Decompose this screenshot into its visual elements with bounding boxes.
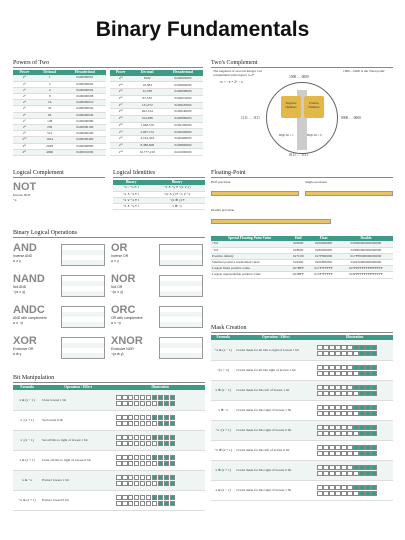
powers-table-left: Power Decimal Hexadecimal 2⁰ 1 0x00000001 2¹ 2 0x00000002 2² 4 0x00000004 2³ 8 0x00000008 2⁴ 16 0x00000010 2⁵ 32 0x00000020 2⁶ 64 0x00000040 2⁷ 128 0x00000080 2⁸ 256 0x00000100 2⁹ 512 0x00000200 2¹⁰ 1024 0x00000400 2¹¹ 2048 0x00000800 2¹² 4096 0x00001000 [13,70,106,156]
table-row: 2¹⁴ 16,384 0x00004000 [110,82,203,89]
table-row: 2⁶ 64 0x00000040 [13,112,106,118]
truth-table [159,306,203,328]
powers-table-right: Power Decimal Hexadecimal 2¹³ 8192 0x00002000 2¹⁴ 16,384 0x00004000 2¹⁵ 32,768 0x00008000 2¹⁶ 65,536 0x00010000 2¹⁷ 131,072 0x00020000 2¹⁸ 262,144 0x00040000 2¹⁹ 524,288 0x00080000 2²⁰ 1,048,576 0x00100000 2²¹ 2,097,152 0x00200000 2²² 4,194,304 0x00400000 2²³ 8,388,608 0x00800000 2²⁴ 16,777,216 0x01000000 [110,70,203,156]
table-row: 2¹³ 8192 0x00002000 [110,76,203,82]
table-row: 2⁰ 1 0x00000001 [13,75,106,81]
table-row: x ⊕ (x + 1) Create mask for bits right of lowest 0 bit [211,460,393,480]
table-row: 2²² 4,194,304 0x00400000 [110,135,203,142]
table-row: 2¹⁶ 65,536 0x00010000 [110,95,203,102]
table-row: 2²⁴ 16,777,216 0x01000000 [110,149,203,156]
table-row: +0.0 0x0000 0x00000000 0x0000000000000000 [211,241,393,247]
logical-complement-section: Logical Complement NOT Inverse NOT ¬a [13,170,105,202]
gate-and: AND Inverse AND a ∧ y [13,242,108,272]
bit-illustration [115,490,205,510]
plus-sign: + [307,112,318,132]
table-row: 2² 4 0x00000004 [13,87,106,93]
table-row: 2⁸ 256 0x00000100 [13,125,106,131]
table-row: 2¹⁹ 524,288 0x00080000 [110,115,203,122]
table-row: x | (x − 1) Set all bits to right of lowest 1 bit [13,430,205,450]
table-row: ¬x ⊕ (x + 1) Create mask for bits left of lowest 0 bit [211,440,393,460]
truth-table [61,244,105,266]
table-row: x ⊕ (x − 1) Create mask for bits left of lowest 1 bit [211,380,393,400]
table-row: 2³ 8 0x00000008 [13,94,106,100]
twos-heading: Two's Complement [211,60,393,68]
float-section: Floating-Point Half precision Single precision Double precision Special Floating Point Value Half Float Double +0.0 0x0000 0x00000000 0x0000000000000000 −0.0 0x8000 0x80000000 0x8000000000000000 Positive infinity 0x7C00 0x7F800000 0x7FF0000000000000 Smallest positive normalized value 0x0400 0x00800000 0x0010000000000000 Largest finite positive value 0x7BFF 0x7F7FFFFF 0x7FEFFFFFFFFFFFFF Largest representable positive value 0x3BFF 0x3F7FFFFF 0x3FEFFFFFFFFFFFFF [211,170,393,279]
powers-heading: Powers of Two [13,60,203,68]
table-row: 2²¹ 2,097,152 0x00200000 [110,129,203,136]
bit-illustration [115,410,205,430]
bit-illustration [316,380,393,400]
mask-section: Mask Creation Formula Operation / Effect Illustration ¬x & (x − 1) Create mask for all bits to right of lowest 1 bit ¬(x | −x) Create mask for all bits right of lowest 1 bit x ⊕ (x − 1) Create mask for bits left of lowest 1 bit x ⊕ −x Create mask for bits right of lowest 1 bit ¬x | (x + 1) Create mask for bits right of lowest 0 bit ¬x ⊕ (x + 1) Create mask for bits left of lowest 0 bit x ⊕ (x + 1) Create mask for bits right of lowest 0 bit x & (x − 1) Create mask for bits right of lowest 1 bit [211,325,393,501]
bit-illustration [316,440,393,460]
table-row: ¬x & (x − 1) Create mask for all bits to right of lowest 1 bit [211,340,393,360]
gate-xor: XOR Exclusive OR a ⊕ y [13,335,108,365]
table-row: 2¹¹ 2048 0x00000800 [13,143,106,149]
truth-table [61,306,105,328]
table-row: x & −x Extract lowest 1 bit [13,470,205,490]
table-row: ¬x | (x + 1) Create mask for bits right of lowest 0 bit [211,420,393,440]
bit-illustration [316,460,393,480]
table-row: Positive infinity 0x7C00 0x7F800000 0x7FF0000000000000 [211,253,393,259]
truth-table [159,337,203,359]
table-row: x ⊕ −x Create mask for bits right of lowest 1 bit [211,400,393,420]
twos-section: Two's Complement The negation of an n-bit integer x in complement with respect to 2ⁿ ¬x ≡ −x = 2ⁿ − x 1000…0000 is the 'fixed point' Negative Numbers Positive Numbers − + High bit = 1 High bit = 0 1000 … 0000 1111 … 1111 0000 … 0000 0111 … 1111 [211,60,393,160]
table-row: ¬(x | −x) Create mask for all bits right of lowest 1 bit [211,360,393,380]
table-row: 2⁷ 128 0x00000080 [13,118,106,124]
gate-or: OR Inverse OR a ∨ y [111,242,206,272]
binary-ops-section: Binary Logical Operations AND Inverse AND a ∧ y OR Inverse OR a ∨ y NAND Not AND ¬(a ∧ y) NOR Not OR ¬(a ∨ y) ANDC AND with complement a ∧ ¬y ORC OR with complement a ∨ ¬y XOR Exclusive OR a ⊕ y XNOR Exclusive NOR ¬(a ⊕ y) [13,230,205,365]
bit-illustration [115,450,205,470]
gate-orc: ORC OR with complement a ∨ ¬y [111,304,206,334]
table-row: −0.0 0x8000 0x80000000 0x8000000000000000 [211,247,393,253]
table-row: Smallest positive normalized value 0x0400 0x00800000 0x0010000000000000 [211,260,393,266]
table-row: x & (x − 1) Create mask for bits right of lowest 1 bit [211,480,393,500]
table-row: 2⁹ 512 0x00000200 [13,131,106,137]
table-row: 2¹² 4096 0x00001000 [13,149,106,155]
bit-illustration [316,480,393,500]
table-row: ¬x ~ ¬x ≡ 1 ¬x ∧ ¬y ≡ ¬(x ∨ y) [113,185,205,191]
not-gate: NOT [13,181,37,193]
table-row: x | (x + 1) Set lowest 0 bit [13,410,205,430]
identities-table: Binary Binary ¬x ~ ¬x ≡ 1 ¬x ∧ ¬y ≡ ¬(x ∨ y) ¬x ∧ ¬x ≡ 1 ¬(x ∧ y) ≡ ¬x ∨ ¬y ¬x ∨ ¬x ≡ 1 ¬(x ⊕ y) ≡ ¬x ∧ ¬x ≡ 1 x ⊕ ¬y [113,180,205,210]
bit-illustration [115,390,205,410]
bit-illustration [115,470,205,490]
truth-table [159,244,203,266]
gate-nand: NAND Not AND ¬(a ∧ y) [13,273,108,303]
table-row: 2¹ 2 0x00000002 [13,81,106,87]
mask-table: Formula Operation / Effect Illustration ¬x & (x − 1) Create mask for all bits to right of lowest 1 bit ¬(x | −x) Create mask for all bits right of lowest 1 bit x ⊕ (x − 1) Create mask for bits left of lowest 1 bit x ⊕ −x Create mask for bits right of lowest 1 bit ¬x | (x + 1) Create mask for bits right of lowest 0 bit ¬x ⊕ (x + 1) Create mask for bits left of lowest 0 bit x ⊕ (x + 1) Create mask for bits right of lowest 0 bit x & (x − 1) Create mask for bits right of lowest 1 bit [211,335,393,501]
bit-illustration [316,360,393,380]
table-row: ¬x ∨ ¬x ≡ 1 ¬(x ⊕ y) ≡ [113,197,205,203]
twos-fixed-note: 1000…0000 is the 'fixed point' [343,69,385,73]
positive-box: Positive Numbers [304,96,324,118]
table-row: x & (x − 1) Clear lowest 1 bit [13,390,205,410]
table-row: ¬x & (x + 1) Extract lowest 0 bit [13,490,205,510]
bit-illustration [316,400,393,420]
table-row: 2²⁰ 1,048,576 0x00100000 [110,122,203,129]
bit-illustration [316,340,393,360]
bitman-section: Bit Manipulation Formula Operation / Effect Illustration x & (x − 1) Clear lowest 1 bit x | (x + 1) Set lowest 0 bit x | (x − 1) Set all bits to right of lowest 1 bit x & (x + 1) Clear all bits to right of lowest 0 bit x & −x Extract lowest 1 bit ¬x & (x + 1) Extract lowest 0 bit [13,375,205,511]
float-table: Special Floating Point Value Half Float Double +0.0 0x0000 0x00000000 0x0000000000000000 −0.0 0x8000 0x80000000 0x8000000000000000 Positive infinity 0x7C00 0x7F800000 0x7FF0000000000000 Smallest positive normalized value 0x0400 0x00800000 0x0010000000000000 Largest finite positive value 0x7BFF 0x7F7FFFFF 0x7FEFFFFFFFFFFFFF Largest representable positive value 0x3BFF 0x3F7FFFFF 0x3FEFFFFFFFFFFFFF [211,236,393,279]
truth-table [61,275,105,297]
table-row: 2²³ 8,388,608 0x00800000 [110,142,203,149]
page-title: Binary Fundamentals [95,18,310,41]
table-row: Largest finite positive value 0x7BFF 0x7F7FFFFF 0x7FEFFFFFFFFFFFFF [211,266,393,272]
gate-andc: ANDC AND with complement a ∧ ¬y [13,304,108,334]
table-row: ¬x ∧ ¬x ≡ 1 x ⊕ ¬y [113,204,205,210]
negative-box: Negative Numbers [281,96,301,118]
truth-table [61,337,105,359]
gate-xnor: XNOR Exclusive NOR ¬(a ⊕ y) [111,335,206,365]
table-row: 2⁴ 16 0x00000010 [13,100,106,106]
table-row: 2¹⁷ 131,072 0x00020000 [110,102,203,109]
gate-nor: NOR Not OR ¬(a ∨ y) [111,273,206,303]
table-row: 2¹⁸ 262,144 0x00040000 [110,109,203,116]
minus-sign: − [281,114,292,134]
truth-table [159,275,203,297]
table-row: 2¹⁰ 1024 0x00000400 [13,137,106,143]
bit-illustration [316,420,393,440]
bit-illustration [115,430,205,450]
identities-section: Logical Identities Binary Binary ¬x ~ ¬x ≡ 1 ¬x ∧ ¬y ≡ ¬(x ∨ y) ¬x ∧ ¬x ≡ 1 ¬(x ∧ y) ≡ ¬x ∨ ¬y ¬x ∨ ¬x ≡ 1 ¬(x ⊕ y) ≡ ¬x ∧ ¬x ≡ 1 x ⊕ ¬y [113,170,205,210]
table-row: 2¹⁵ 32,768 0x00008000 [110,89,203,96]
table-row: Largest representable positive value 0x3BFF 0x3F7FFFFF 0x3FEFFFFFFFFFFFFF [211,272,393,278]
powers-section [13,60,203,156]
table-row: ¬x ∧ ¬x ≡ 1 ¬(x ∧ y) ≡ ¬x ∨ ¬y [113,191,205,197]
bitman-table: Formula Operation / Effect Illustration x & (x − 1) Clear lowest 1 bit x | (x + 1) Set lowest 0 bit x | (x − 1) Set all bits to right of lowest 1 bit x & (x + 1) Clear all bits to right of lowest 0 bit x & −x Extract lowest 1 bit ¬x & (x + 1) Extract lowest 0 bit [13,385,205,511]
twos-formula: ¬x ≡ −x = 2ⁿ − x [219,80,243,84]
table-row: 2⁵ 32 0x00000020 [13,106,106,112]
twos-note: The negation of an n-bit integer x in complement with respect to 2ⁿ [213,69,263,77]
table-row: x & (x + 1) Clear all bits to right of lowest 0 bit [13,450,205,470]
